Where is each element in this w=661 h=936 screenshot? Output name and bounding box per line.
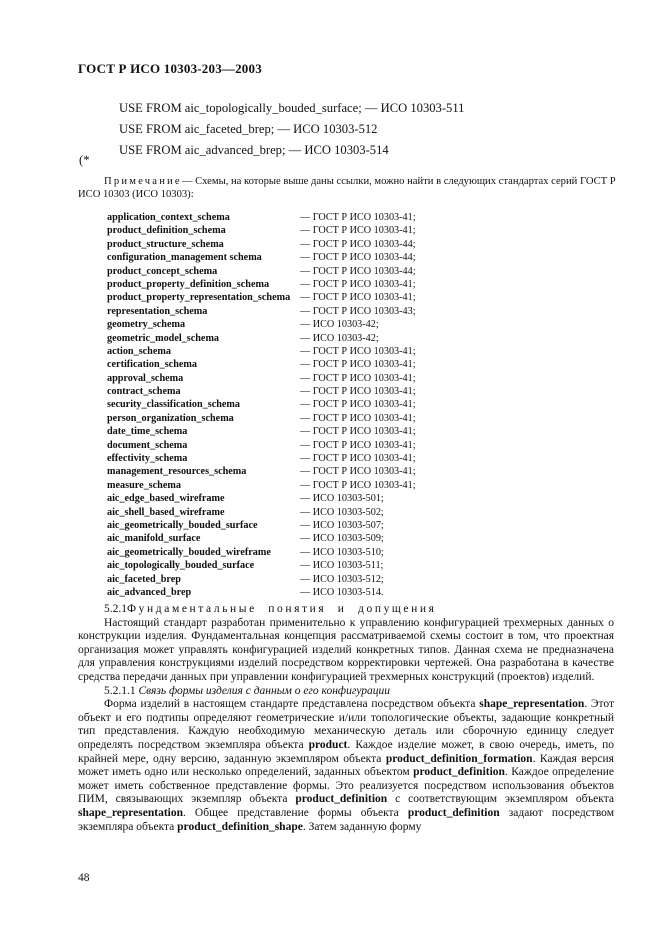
- schema-standard-ref: — ГОСТ Р ИСО 10303-41;: [300, 372, 416, 384]
- entity-name: product: [308, 738, 348, 751]
- body-text: [78, 603, 614, 834]
- schema-name: aic_shell_based_wireframe: [107, 506, 225, 518]
- schema-standard-ref: — ИСО 10303-509;: [300, 533, 384, 545]
- section-title: Фундаментальные понятия и допущения: [127, 603, 437, 615]
- document-header: ГОСТ Р ИСО 10303-203—2003: [78, 61, 262, 76]
- schema-name: aic_manifold_surface: [107, 533, 201, 545]
- text-run: . Затем заданную форму: [302, 820, 422, 833]
- schema-name: aic_geometrically_bouded_surface: [107, 519, 258, 531]
- schema-standard-ref: — ГОСТ Р ИСО 10303-43;: [300, 305, 416, 317]
- schema-name: certification_schema: [107, 359, 197, 371]
- subsection-title: Связь формы изделия с данным о его конфигурации: [138, 684, 391, 697]
- text-run: Форма изделий в настоящем стандарте представлена посредством объекта: [104, 698, 480, 711]
- entity-name: shape_representation: [78, 806, 183, 819]
- schema-standard-ref: — ГОСТ Р ИСО 10303-41;: [300, 412, 416, 424]
- page-number: 48: [78, 872, 90, 884]
- text-run: . Каждая версия может иметь одно или несколько определений, заданных объектом: [78, 752, 614, 779]
- text-run: задают посредством экземпляра объекта: [78, 806, 614, 833]
- schema-name: person_organization_schema: [107, 412, 234, 424]
- schema-name: product_definition_schema: [107, 225, 226, 237]
- use-from-line: USE FROM aic_advanced_brep; — ИСО 10303-514: [119, 143, 389, 157]
- use-from-line: USE FROM aic_faceted_brep; — ИСО 10303-512: [119, 122, 378, 136]
- schema-name: contract_schema: [107, 386, 181, 398]
- schema-standard-ref: — ИСО 10303-42;: [300, 332, 379, 344]
- entity-name: product_definition: [413, 766, 505, 779]
- section-5-2-1-1-paragraph: [78, 698, 614, 834]
- schema-name: geometry_schema: [107, 319, 186, 331]
- schema-name: security_classification_schema: [107, 399, 240, 411]
- schema-name: application_context_schema: [107, 212, 230, 223]
- schema-standard-ref: — ГОСТ Р ИСО 10303-41;: [300, 386, 416, 398]
- text-run: с соответствующим экземпляром объекта: [387, 793, 614, 806]
- use-from-line: USE FROM aic_topologically_bouded_surface; — ИСО 10303-511: [119, 101, 465, 115]
- text-run: . Общее представление формы объекта: [183, 806, 408, 819]
- schema-standard-ref: — ИСО 10303-42;: [300, 319, 379, 331]
- section-number: 5.2.1: [104, 603, 127, 615]
- note-text: — Схемы, на которые выше даны ссылки, можно найти в следующих стандартах серий ГОСТ Р ИСО 10303 (ИСО 10303):: [78, 176, 616, 200]
- schema-standard-ref: — ИСО 10303-512;: [300, 573, 384, 585]
- schema-standard-ref: — ГОСТ Р ИСО 10303-41;: [300, 439, 416, 451]
- schema-standard-ref: — ГОСТ Р ИСО 10303-41;: [300, 453, 416, 465]
- schema-standard-ref: — ИСО 10303-502;: [300, 506, 384, 518]
- schema-name: configuration_management schema: [107, 252, 262, 264]
- text-run: . Каждое изделие может, в свою очередь, иметь, по крайней мере, одну версию, заданную экземпляром объекта: [78, 738, 615, 765]
- schema-standard-ref: — ГОСТ Р ИСО 10303-41;: [300, 426, 416, 438]
- schema-name: action_schema: [107, 345, 171, 357]
- schema-name: product_concept_schema: [107, 265, 218, 277]
- text-run: . Каждое определение может иметь собственное представление формы. Это реализуется посредством использования объектов ПИМ, связывающих экземпляр объекта: [78, 766, 615, 806]
- schema-standard-ref: — ГОСТ Р ИСО 10303-41;: [300, 212, 416, 223]
- schema-standard-ref: — ГОСТ Р ИСО 10303-41;: [300, 466, 416, 478]
- schema-standard-ref: — ГОСТ Р ИСО 10303-41;: [300, 292, 416, 304]
- entity-name: product_definition: [407, 806, 500, 819]
- schema-name: management_resources_schema: [107, 466, 247, 478]
- subsection-number: 5.2.1.1: [104, 684, 136, 697]
- schema-standard-ref: — ГОСТ Р ИСО 10303-41;: [300, 359, 416, 371]
- schema-name: aic_edge_based_wireframe: [107, 493, 225, 505]
- schema-standard-ref: — ИСО 10303-510;: [300, 546, 384, 558]
- comment-open-marker: (*: [79, 153, 90, 167]
- schema-standard-ref: — ИСО 10303-501;: [300, 493, 384, 505]
- note-paragraph: [78, 175, 616, 201]
- schema-name: aic_advanced_brep: [107, 586, 192, 598]
- section-5-2-1-heading: [78, 603, 614, 617]
- section-5-2-1-paragraph: Настоящий стандарт разработан применительно к управлению конфигурацией трехмерных данных о конструкции изделия. Фундаментальная концепция рассматриваемой схемы состоит в том, что проектная организация может управлять конфигурацией изделий конкретных типов. Данная схема не предназначена для управления конструкциями изделий посредством корректировки чертежей. Она разработана в качестве средства передачи данных при управлении конфигурацией трехмерных конструкций (проектов) изделий.: [78, 616, 614, 683]
- schema-name: geometric_model_schema: [107, 332, 220, 344]
- schema-standard-ref: — ГОСТ Р ИСО 10303-41;: [300, 225, 416, 237]
- schema-standard-ref: — ГОСТ Р ИСО 10303-44;: [300, 252, 416, 264]
- schema-name: product_property_representation_schema: [107, 292, 291, 304]
- schema-name: product_structure_schema: [107, 238, 224, 250]
- schema-name: date_time_schema: [107, 426, 188, 438]
- schema-standard-ref: — ГОСТ Р ИСО 10303-41;: [300, 479, 416, 491]
- text-run: . Этот объект и его подтипы определяют геометрические и/или топологические объекты, задающие конкретный тип представления. Каждую необходимую механическую деталь или сборочную единицу следует определять посредством экземпляра объекта: [78, 698, 614, 751]
- schema-name: representation_schema: [107, 305, 208, 317]
- schema-standard-ref: — ГОСТ Р ИСО 10303-44;: [300, 238, 416, 250]
- schema-standard-ref: — ИСО 10303-507;: [300, 519, 384, 531]
- schema-name: effectivity_schema: [107, 453, 188, 465]
- entity-name: shape_representation: [479, 698, 585, 711]
- schema-name: product_property_definition_schema: [107, 278, 270, 290]
- schema-standard-ref: — ИСО 10303-514.: [300, 586, 384, 598]
- schema-standard-ref: — ГОСТ Р ИСО 10303-41;: [300, 399, 416, 411]
- note-label: Примечание: [104, 176, 182, 187]
- schema-standard-ref: — ГОСТ Р ИСО 10303-41;: [300, 278, 416, 290]
- schema-standard-ref: — ГОСТ Р ИСО 10303-41;: [300, 345, 416, 357]
- schema-standard-ref: — ГОСТ Р ИСО 10303-44;: [300, 265, 416, 277]
- section-5-2-1-1-heading: [78, 685, 614, 699]
- schema-name: document_schema: [107, 439, 188, 451]
- schema-name: aic_topologically_bouded_surface: [107, 560, 255, 572]
- schema-standard-ref: — ИСО 10303-511;: [300, 560, 384, 572]
- entity-name: product_definition_formation: [385, 752, 533, 765]
- schema-name: measure_schema: [107, 479, 181, 491]
- entity-name: product_definition: [295, 793, 388, 806]
- use-from-statements: [119, 98, 464, 161]
- schema-name: aic_geometrically_bouded_wireframe: [107, 546, 271, 558]
- schema-name: approval_schema: [107, 372, 184, 384]
- schema-name: aic_faceted_brep: [107, 573, 181, 585]
- entity-name: product_definition_shape: [177, 820, 303, 833]
